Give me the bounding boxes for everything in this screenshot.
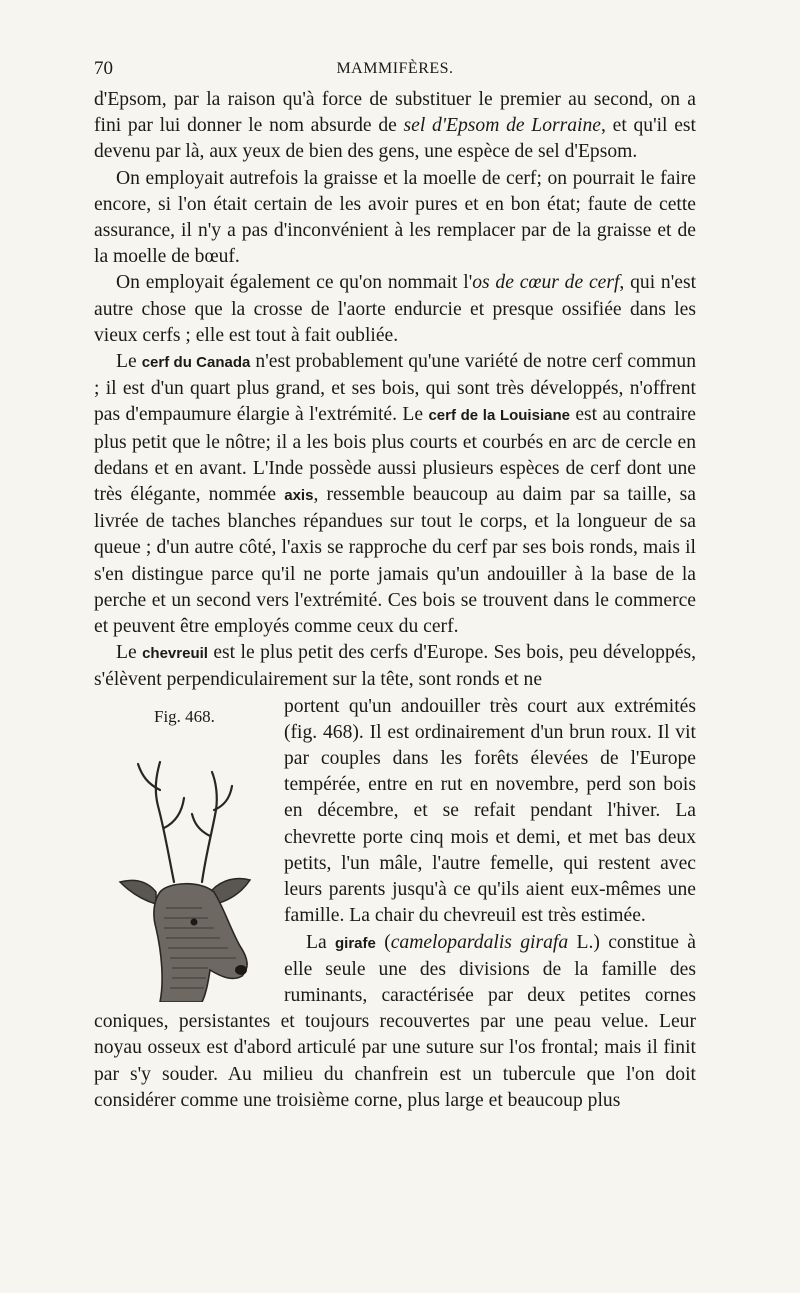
roe-deer-head-icon [90, 732, 276, 1002]
paragraph-girafe: La girafe (camelopardalis girafa L.) constitue à elle seule une des divisions de la famille des ruminants, caractérisée par deux petites cornes coniques, persistantes et toujours recouvertes par une peau velue. Leur noyau osseux est d'abord articulé par une suture sur l'os frontal; mais il finit par s'y souder. Au milieu du chanfrein est un tubercule que l'on doit considérer comme une troisième corne, plus large et beaucoup plus [94, 931, 696, 1111]
page-number: 70 [94, 58, 113, 79]
italic-term: sel d'Epsom de Lorraine [403, 115, 601, 137]
figure-468 [94, 696, 274, 1002]
paragraph-chevreuil-cont: portent qu'un andouiller très court aux extrémités (fig. 468). Il est ordinairement d'un brun roux. Il vit par couples dans les forêts élevées de l'Europe tempérée, entre en rut en novembre, perd son bois en décembre, et se refait pendant l'hiver. La chevrette porte cinq mois et demi, et met bas deux petits, l'un mâle, l'autre femelle, qui restent avec leurs parents jusqu'à ce qu'ils aient eux-mêmes une famille. La chair du chevreuil est très estimée. [284, 695, 696, 927]
paragraph-graisse: On employait autrefois la graisse et la moelle de cerf; on pourrait le faire encore, si l'on était certain de les avoir pures et en bon état; faute de cette assurance, il n'y a pas d'inconvénient à les remplacer par de la graisse et de la moelle de bœuf. [94, 167, 696, 268]
paragraph-chevreuil: Le chevreuil est le plus petit des cerfs d'Europe. Ses bois, peu développés, s'élèvent perpendiculairement sur la tête, sont ronds et ne [94, 642, 696, 691]
italic-term: camelopardalis girafa [390, 931, 569, 953]
gothic-term: cerf du Canada [141, 354, 251, 372]
italic-term: os de cœur de cerf [472, 272, 620, 294]
running-head: MAMMIFÈRES. [336, 60, 454, 77]
gothic-term: girafe [335, 934, 376, 952]
gothic-term: cerf de la Louisiane [428, 407, 570, 425]
body-text [94, 87, 696, 1114]
paragraph-os-de-coeur: On employait également ce qu'on nommait l'os de cœur de cerf, qui n'est autre chose que la crosse de l'aorte endurcie et presque ossifiée dans les vieux cerfs ; elle est tout à fait oubliée. [94, 272, 697, 346]
gothic-term: axis [284, 487, 314, 505]
paragraph-epsom: d'Epsom, par la raison qu'à force de substituer le premier au second, on a fini par lui donner le nom absurde de sel d'Epsom de Lorraine, et qu'il est devenu par là, aux yeux de bien des gens, une espèce de sel d'Epsom. [94, 89, 696, 163]
paragraph-cerf-du-canada: Le cerf du Canada n'est probablement qu'une variété de notre cerf commun ; il est d'un quart plus grand, et ses bois, qui sont très développés, n'offrent pas d'empaumure élargie à l'extrémité. Le cerf de la Louisiane est au contraire plus petit que le nôtre; il a les bois plus courts et courbés en arc de cercle en dedans et en avant. L'Inde possède aussi plusieurs espèces de cerf dont une très élégante, nommée axis, ressemble beaucoup au daim par sa taille, sa livrée de taches blanches répandues sur tout le corps, et la longueur de sa queue ; d'un autre côté, l'axis se rapproche du cerf par ses bois ronds, mais il s'en distingue parce qu'il ne porte jamais qu'un andouiller à la base de la perche et un second vers l'extrémité. Ces bois se trouvent dans le commerce et peuvent être employés comme ceux du cerf. [94, 351, 696, 638]
gothic-term: chevreuil [142, 645, 208, 663]
figure-caption: Fig. 468. [154, 706, 215, 726]
page-header [94, 58, 696, 88]
